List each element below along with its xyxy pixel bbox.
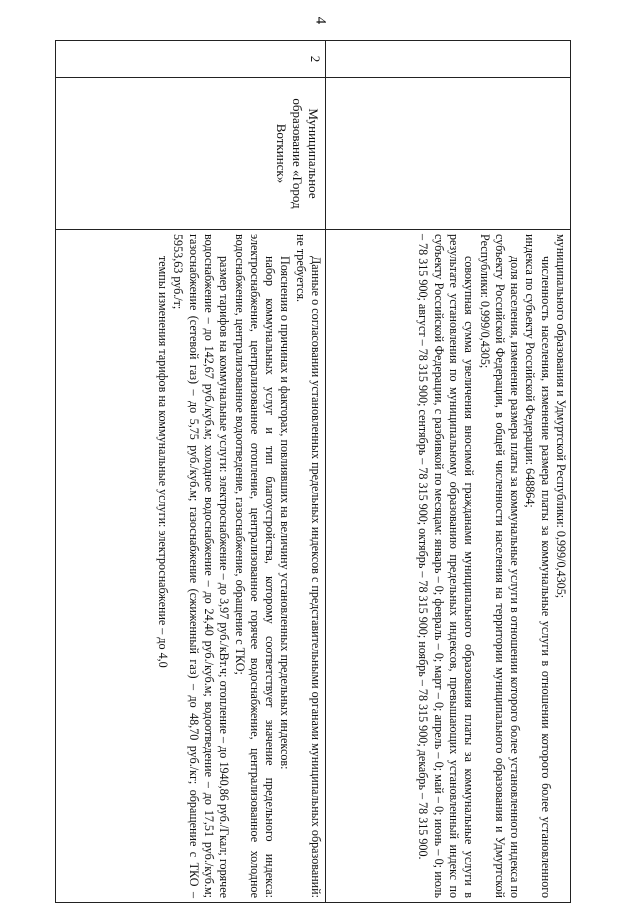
indices-table: [55, 40, 571, 903]
paragraph: совокупная сумма увеличения вносимой гражданами муниципального образования платы за коммунальные услуги в результате установления по муниципальному образованию предельных индексов, превышающих установленный индекс по субъекту Российской Федерации, с разбивкой по месяцам: январь – 0; февраль – 0; март – 0; апрель – 0; май – 0; июнь – 0; июль – 78 315 900; август – 78 315 900; сентябрь – 78 315 900; октябрь – 78 315 900; ноябрь – 78 315 900; декабрь – 78 315 900.: [416, 234, 477, 898]
row-number-cell: [326, 41, 571, 78]
paragraph: муниципального образования и Удмуртской Республики: 0,999/0,4305;: [554, 234, 568, 599]
paragraph: Пояснения о причинах и факторах, повлиявших на величину установленных предельных индексов:: [278, 256, 293, 770]
paragraph: темпы изменения тарифов на коммунальные услуги: электроснабжение – до 4,0: [156, 256, 171, 668]
paragraph: численность населения, изменение размера платы за коммунальные услуги в отношении которого более установленного индекса по субъекту Российской Федерации: 648864;: [523, 234, 553, 898]
paragraph: Данные о согласовании установленных предельных индексов с представительными органами муниципальных образований: не требуется.: [293, 234, 323, 898]
rotated-table-container: [68, 40, 571, 902]
page-number: 4: [312, 16, 329, 25]
paragraph: набор коммунальных услуг и тип благоустройства, которому соответствует значение предельного индекса: электроснабжение, централизованное отопление, централизованное горячее водоснабжение, централизованное холодное водоснабжение, централизованное водоотведение, газоснабжение, обращение с ТКО;: [232, 234, 278, 898]
paragraph: размер тарифов на коммунальные услуги: электроснабжение – до 3,97 руб./кВт.ч; отопление – до 1940,86 руб./Гкал; горячее водоснабжение – до 142,67 руб./куб.м; холодное водоснабжение – до 24,40 руб./куб.м; водоотведение – до 17,51 руб./куб.м; газоснабжение (сетевой газ) – до 5,75 руб./куб.м; газоснабжение (сжиженный газ) – до 48,70 руб./кг; обращение с ТКО – 5953,63 руб./т;: [171, 234, 232, 898]
municipality-cell: [326, 78, 571, 230]
details-cell: [56, 230, 326, 903]
details-cell: [326, 230, 571, 903]
paragraph: доля населения, изменение размера платы за коммунальные услуги в отношении которого более установленного индекса по субъекту Российской Федерации, в общей численности населения на территории муниципального образования и Удмуртской Республики: 0,999/0,4305;: [477, 234, 523, 898]
row-number-cell: 2: [56, 41, 326, 78]
table-row: [326, 41, 571, 903]
table-row: [56, 41, 326, 903]
municipality-cell: Муниципальное образование «Город Воткинск»: [56, 78, 326, 230]
